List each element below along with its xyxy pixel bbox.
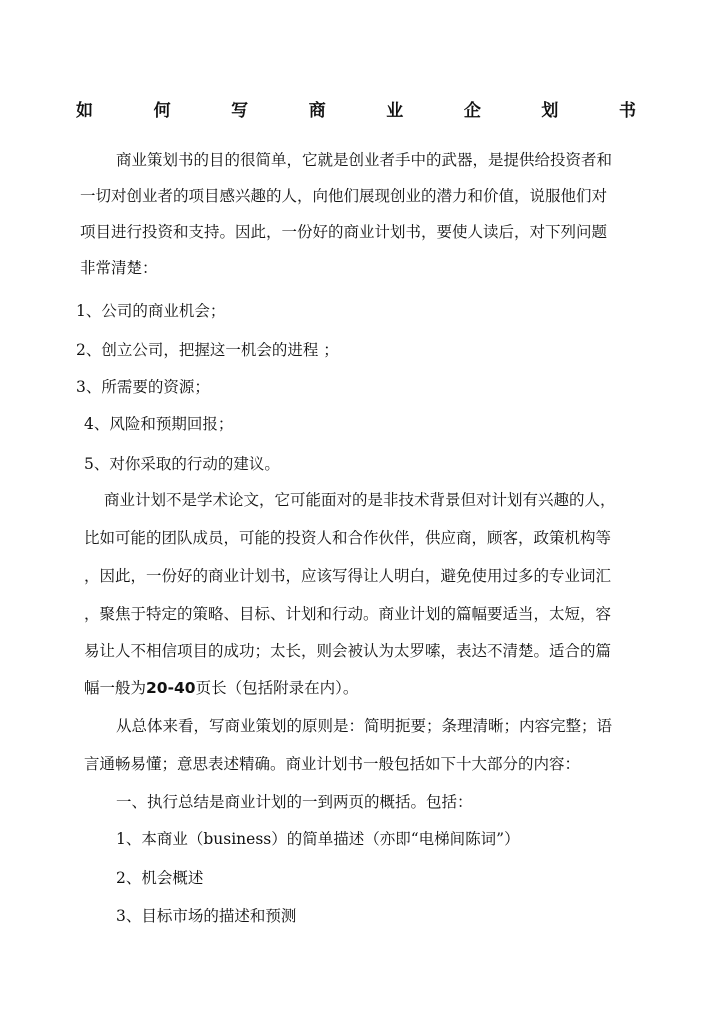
text-segment: 幅一般为 [84, 679, 147, 697]
section-1-heading: 一、执行总结是商业计划的一到两页的概括。包括： [116, 793, 473, 811]
document-title [76, 96, 636, 121]
title-char: 如 [76, 101, 93, 121]
section-1-item: 2、机会概述 [116, 869, 204, 887]
paragraph-1-line-1: 商业策划书的目的很简单，它就是创业者手中的武器，是提供给投资者和 [116, 151, 613, 169]
list-item: 5、对你采取的行动的建议。 [84, 455, 280, 473]
paragraph-2-line-1: 商业计划不是学术论文，它可能面对的是非技术背景但对计划有兴趣的人， [104, 491, 616, 509]
paragraph-2-line-4: ，聚焦于特定的策略、目标、计划和行动。商业计划的篇幅要适当，太短，容 [84, 605, 612, 623]
paragraph-3-line-2: 言通畅易懂；意思表述精确。商业计划书一般包括如下十大部分的内容： [84, 755, 581, 773]
title-char: 商 [308, 101, 326, 121]
list-item: 2、创立公司，把握这一机会的进程 ； [76, 341, 339, 359]
paragraph-1-line-3: 项目进行投资和支持。因此，一份好的商业计划书，要使人读后，对下列问题 [80, 223, 608, 241]
list-item: 3、所需要的资源； [76, 378, 210, 396]
paragraph-2-line-2: 比如可能的团队成员，可能的投资人和合作伙伴，供应商，顾客，政策机构等 [84, 529, 612, 547]
paragraph-2-line-3: ，因此，一份好的商业计划书，应该写得让人明白，避免使用过多的专业词汇 [84, 567, 612, 585]
title-char: 何 [153, 101, 171, 121]
section-1-item: 1、本商业（business）的简单描述（亦即“电梯间陈词”） [116, 830, 520, 848]
title-char: 企 [463, 101, 481, 121]
paragraph-2-line-6 [84, 678, 358, 698]
list-item: 1、公司的商业机会； [76, 302, 226, 320]
title-char: 写 [231, 101, 249, 121]
text-segment: 页长（包括附录在内）。 [195, 679, 359, 697]
title-char: 书 [618, 101, 636, 121]
paragraph-1-line-4: 非常清楚： [80, 259, 158, 277]
title-char: 划 [541, 101, 559, 121]
title-char: 业 [386, 101, 404, 121]
paragraph-3-line-1: 从总体来看，写商业策划的原则是：简明扼要；条理清晰；内容完整；语 [116, 717, 613, 735]
paragraph-1-line-2: 一切对创业者的项目感兴趣的人，向他们展现创业的潜力和价值，说服他们对 [80, 187, 608, 205]
list-item: 4、风险和预期回报； [84, 415, 234, 433]
page-range-value: 20-40 [146, 679, 196, 697]
paragraph-2-line-5: 易让人不相信项目的成功；太长，则会被认为太罗嗦，表达不清楚。适合的篇 [84, 642, 612, 660]
section-1-item: 3、目标市场的描述和预测 [116, 907, 297, 925]
